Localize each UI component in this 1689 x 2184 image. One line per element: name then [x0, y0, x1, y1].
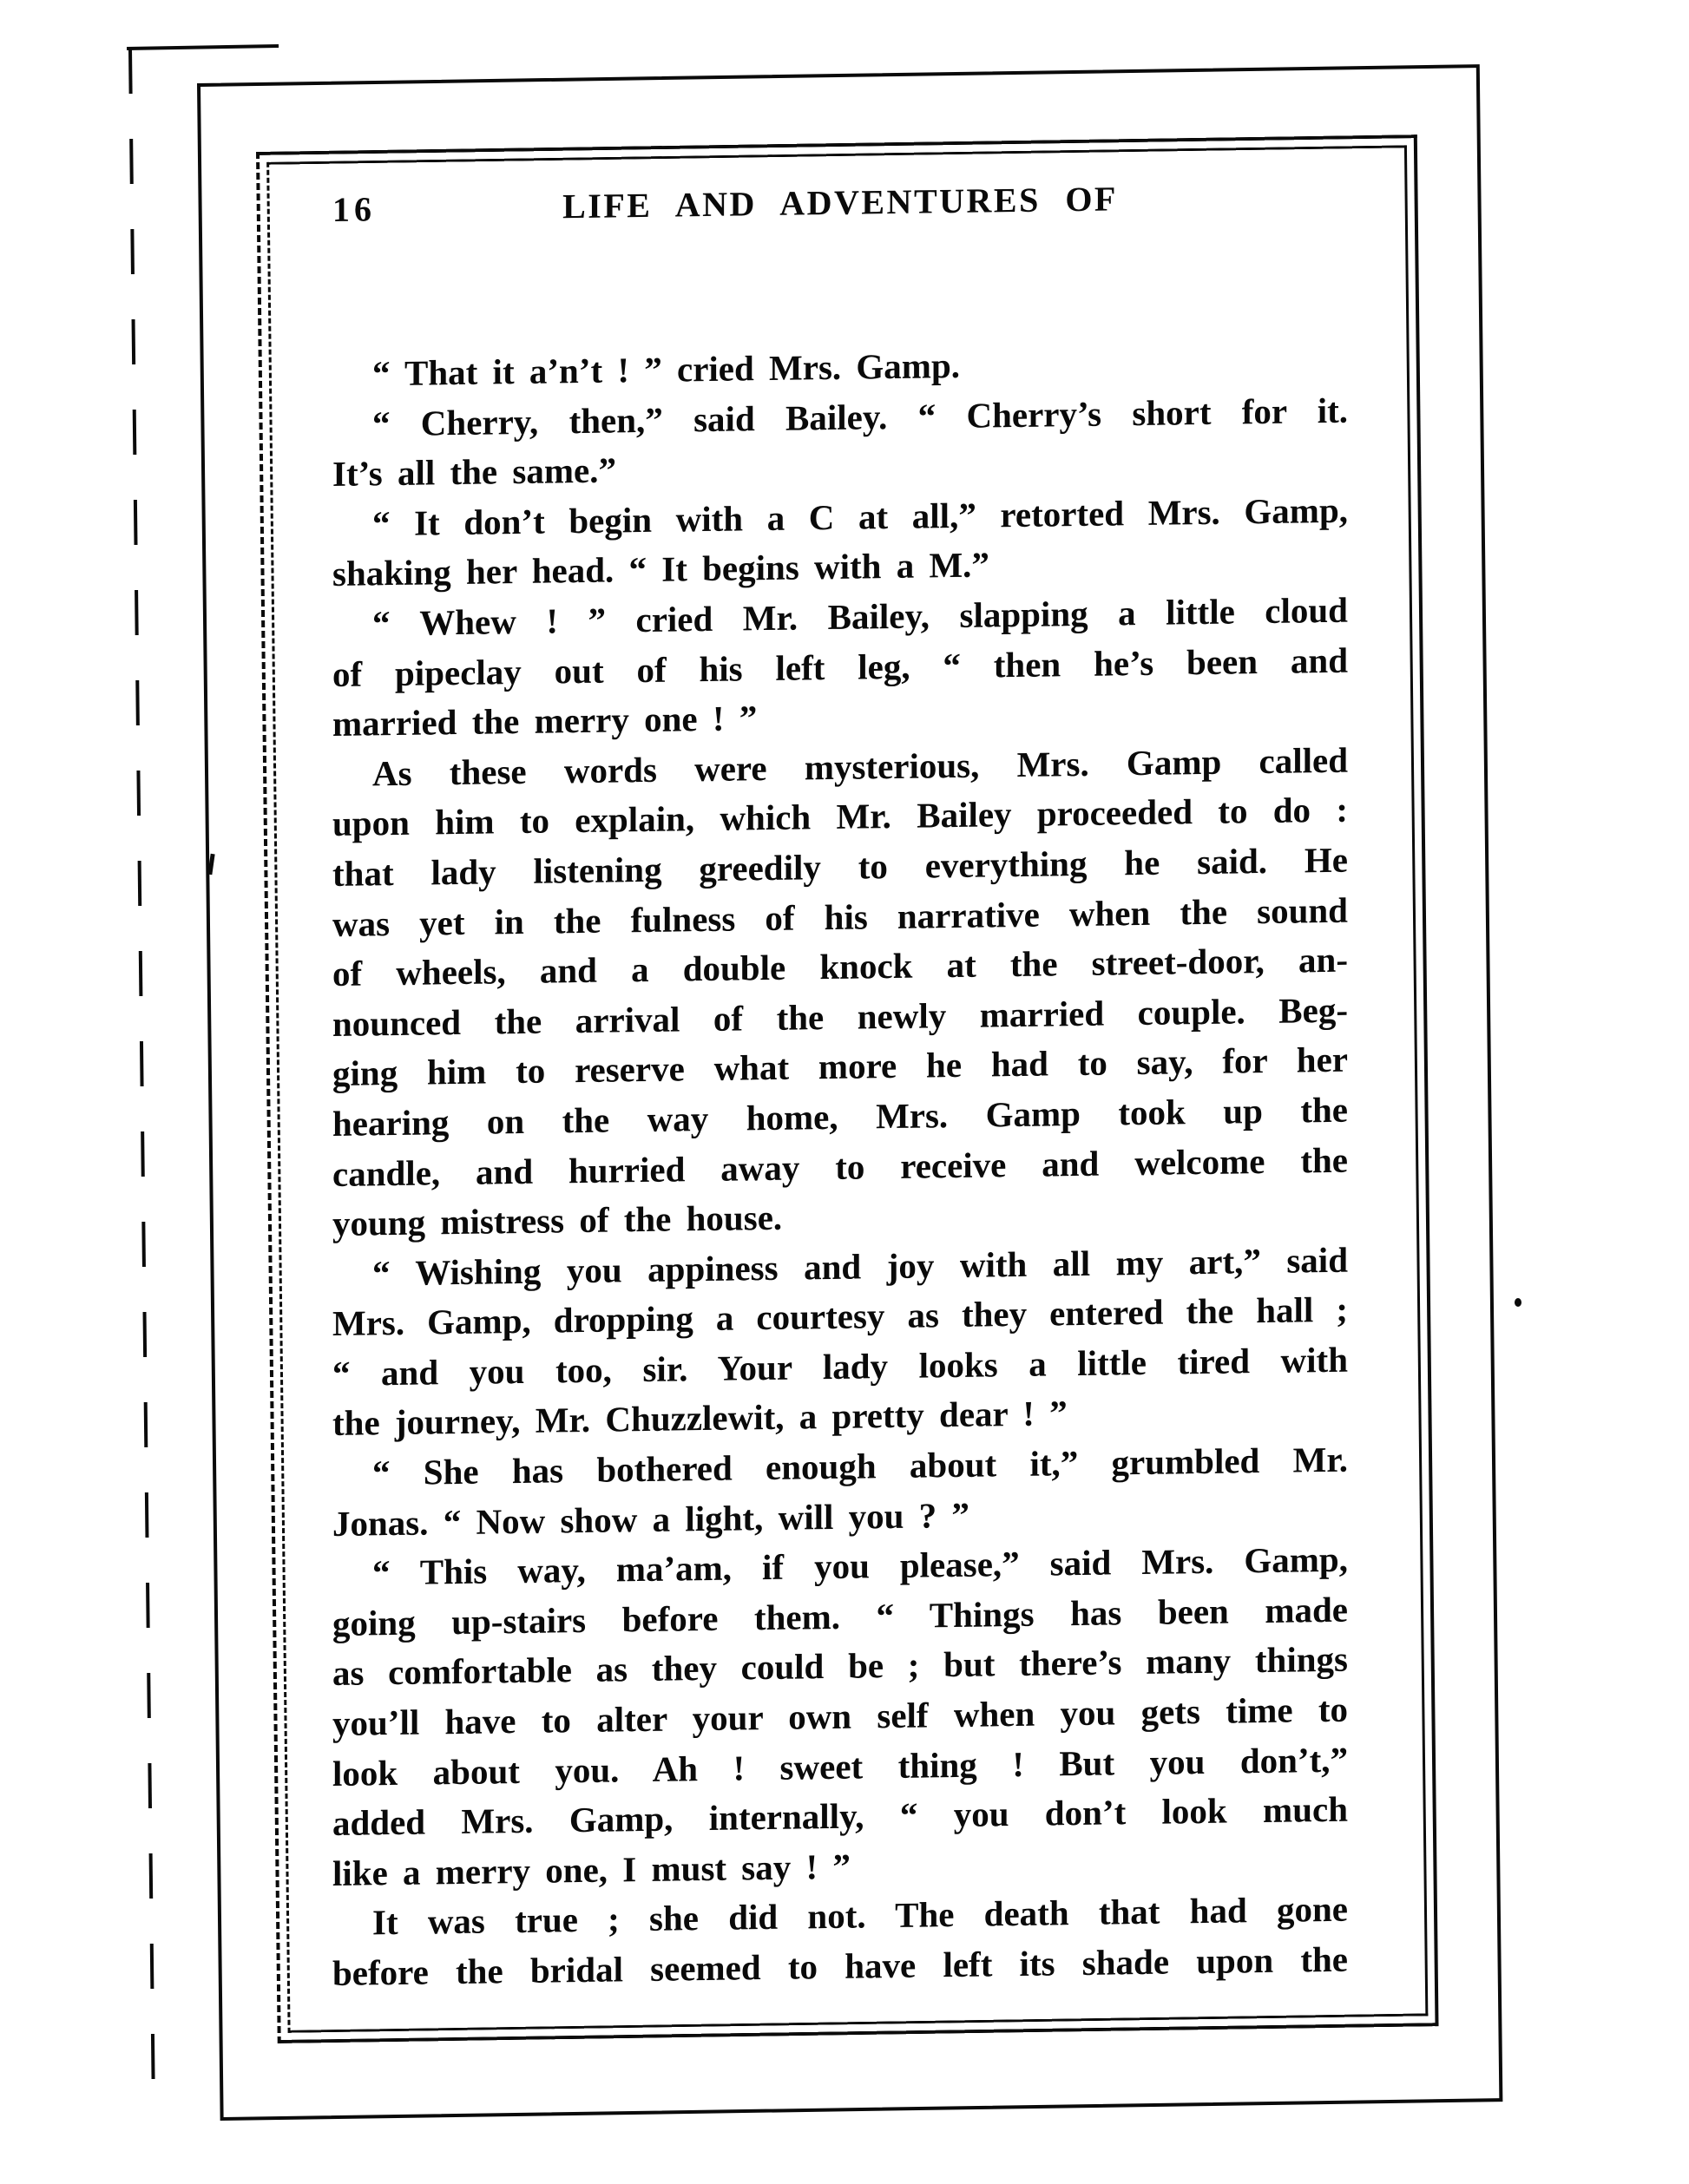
text-line: “ Whew ! ” cried Mr. Bailey, slapping a little cloud — [372, 589, 1348, 644]
text-line: was yet in the fulness of his narrative when the sound — [332, 889, 1348, 944]
text-line: going up-stairs before them. “ Things has been made — [332, 1589, 1348, 1643]
text-line: ging him to reserve what more he had to say, for her — [332, 1039, 1348, 1094]
text-line: As these words were mysterious, Mrs. Gamp called — [372, 739, 1348, 794]
running-header: LIFE AND ADVENTURES OF — [562, 179, 1118, 226]
text-line: you’ll have to alter your own self when you gets time to — [332, 1689, 1348, 1744]
text-line: like a merry one, I must say ! ” — [332, 1846, 851, 1893]
text-line: Mrs. Gamp, dropping a courtesy as they entered the hall ; — [332, 1289, 1348, 1344]
text-line: “ Wishing you appiness and joy with all my art,” said — [372, 1239, 1348, 1294]
scan-page-edge-line — [128, 49, 155, 2112]
scan-page-edge-top — [127, 44, 279, 50]
text-line: young mistress of the house. — [332, 1197, 783, 1244]
text-line: shaking her head. “ It begins with a M.” — [332, 544, 989, 594]
text-line: candle, and hurried away to receive and welcome the — [332, 1139, 1348, 1194]
text-line: as comfortable as they could be ; but there’s many things — [332, 1639, 1348, 1694]
text-line: the journey, Mr. Chuzzlewit, a pretty dear ! ” — [332, 1393, 1068, 1444]
text-line: nounced the arrival of the newly married couple. Beg- — [332, 989, 1348, 1044]
text-line: “ and you too, sir. Your lady looks a little tired with — [332, 1339, 1348, 1394]
text-line: of pipeclay out of his left leg, “ then he’s been and — [332, 639, 1348, 694]
text-line: It’s all the same.” — [332, 449, 616, 495]
text-line: hearing on the way home, Mrs. Gamp took up the — [332, 1089, 1348, 1144]
body-text — [332, 336, 1348, 1999]
text-line: “ That it a’n’t ! ” cried Mrs. Gamp. — [372, 344, 961, 394]
text-line: Jonas. “ Now show a light, will you ? ” — [332, 1494, 969, 1544]
text-line: look about you. Ah ! sweet thing ! But you don’t,” — [332, 1739, 1348, 1794]
text-line: upon him to explain, which Mr. Bailey proceeded to do : — [332, 790, 1348, 844]
text-line: before the bridal seemed to have left its shade upon the — [332, 1938, 1348, 1993]
text-line: “ It don’t begin with a C at all,” retorted Mrs. Gamp, — [372, 489, 1348, 544]
scan-artifact — [1515, 1298, 1521, 1307]
text-line: “ Cherry, then,” said Bailey. “ Cherry’s short for it. — [372, 390, 1348, 443]
text-line: married the merry one ! ” — [332, 698, 758, 744]
text-line: “ She has bothered enough about it,” grumbled Mr. — [372, 1439, 1348, 1493]
page-number: 16 — [332, 189, 376, 229]
text-line: It was true ; she did not. The death that had gone — [372, 1889, 1348, 1943]
page-text-block — [332, 171, 1348, 1999]
text-line: that lady listening greedily to everything he said. He — [332, 839, 1348, 894]
text-line: “ This way, ma’am, if you please,” said Mrs. Gamp, — [372, 1538, 1348, 1593]
text-line: of wheels, and a double knock at the street-door, an- — [332, 939, 1348, 994]
text-line: added Mrs. Gamp, internally, “ you don’t look much — [332, 1788, 1348, 1844]
